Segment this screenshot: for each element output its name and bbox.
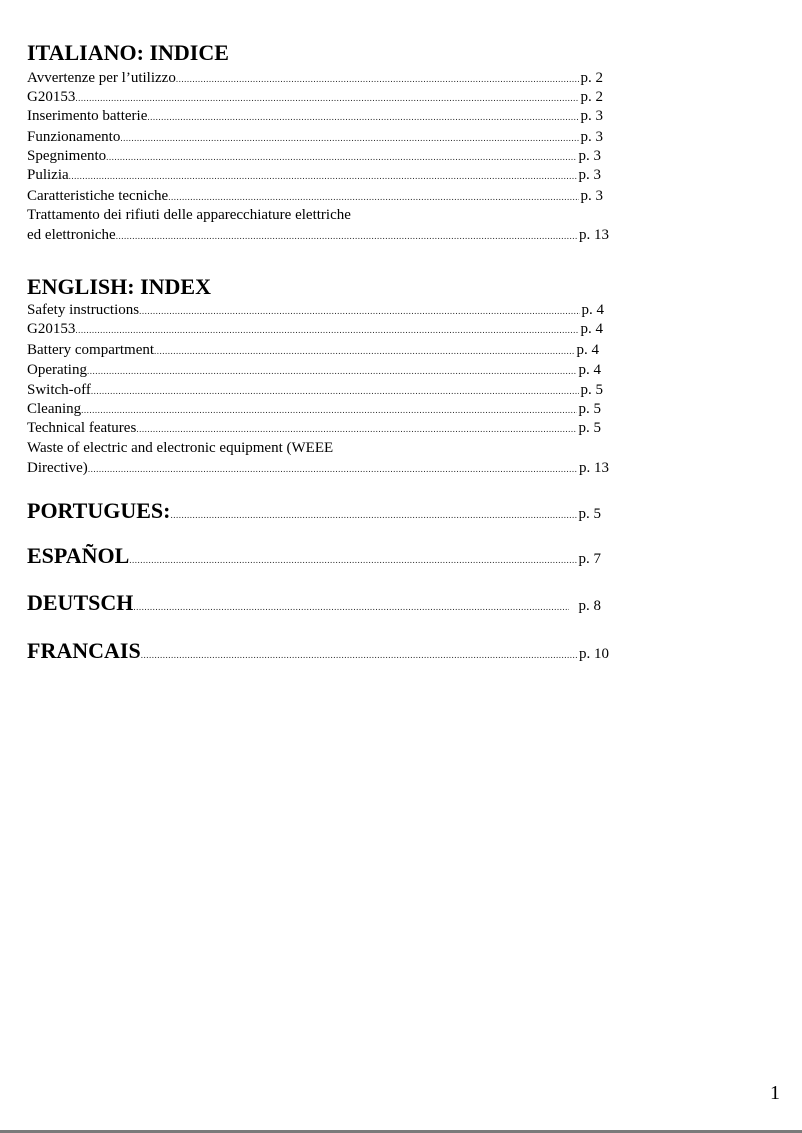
toc-entry-page: p. 4 bbox=[580, 321, 603, 337]
toc-entry-page: p. 3 bbox=[578, 167, 601, 183]
leader-dots bbox=[120, 128, 578, 148]
toc-entry[interactable] bbox=[27, 225, 609, 245]
leader-dots bbox=[81, 400, 576, 420]
toc-language-portugues[interactable] bbox=[27, 497, 601, 525]
toc-entry[interactable] bbox=[27, 360, 601, 380]
toc-entry[interactable] bbox=[27, 106, 603, 126]
toc-entry-label: G20153 bbox=[27, 89, 76, 105]
toc-entry-page: p. 5 bbox=[578, 420, 601, 436]
toc-entry-page: p. 13 bbox=[579, 227, 609, 243]
toc-language-page: p. 8 bbox=[578, 598, 601, 614]
leader-dots bbox=[88, 459, 577, 479]
toc-entry[interactable] bbox=[27, 319, 603, 339]
toc-entry-label: Cleaning bbox=[27, 401, 82, 417]
toc-entry-page: p. 5 bbox=[580, 382, 603, 398]
toc-entry-label: Spegnimento bbox=[27, 148, 107, 164]
toc-entry[interactable] bbox=[27, 399, 601, 419]
toc-entry[interactable] bbox=[27, 340, 599, 360]
toc-entry-label-line1: Waste of electric and electronic equipment (WEEE bbox=[27, 440, 334, 456]
toc-entry-page: p. 4 bbox=[576, 342, 599, 358]
toc-entry-label: Inserimento batterie bbox=[27, 108, 148, 124]
toc-language-label: PORTUGUES: bbox=[27, 498, 171, 523]
leader-dots bbox=[116, 226, 577, 246]
toc-language-espanol[interactable] bbox=[27, 542, 601, 570]
toc-entry-page: p. 5 bbox=[578, 401, 601, 417]
toc-entry[interactable] bbox=[27, 87, 603, 107]
leader-dots bbox=[176, 69, 579, 89]
toc-entry-label: Operating bbox=[27, 362, 87, 378]
leader-dots bbox=[69, 166, 577, 186]
toc-language-page: p. 10 bbox=[579, 646, 609, 662]
toc-entry-page: p. 3 bbox=[580, 129, 603, 145]
toc-entry-page: p. 4 bbox=[581, 302, 604, 318]
toc-entry-label: Directive) bbox=[27, 460, 88, 476]
toc-entry-page: p. 2 bbox=[580, 89, 603, 105]
leader-dots bbox=[154, 341, 574, 361]
toc-language-deutsch[interactable] bbox=[27, 589, 601, 617]
leader-dots bbox=[87, 361, 577, 381]
leader-dots bbox=[75, 88, 578, 108]
toc-entry-page: p. 3 bbox=[580, 188, 603, 204]
toc-entry-label: Safety instructions bbox=[27, 302, 140, 318]
toc-entry-label: Battery compartment bbox=[27, 342, 155, 358]
toc-language-francais[interactable] bbox=[27, 637, 609, 665]
leader-dots bbox=[91, 381, 579, 401]
toc-entry-page: p. 3 bbox=[578, 148, 601, 164]
toc-entry-label: Technical features bbox=[27, 420, 137, 436]
toc-entry-page: p. 2 bbox=[580, 70, 603, 86]
toc-entry-page: p. 13 bbox=[579, 460, 609, 476]
toc-entry[interactable] bbox=[27, 68, 603, 88]
leader-dots bbox=[147, 107, 578, 127]
toc-language-label: DEUTSCH bbox=[27, 590, 134, 615]
leader-dots bbox=[170, 510, 576, 520]
toc-entry-label-line1: Trattamento dei rifiuti delle apparecchiature elettriche bbox=[27, 207, 351, 223]
english-index-title: ENGLISH: INDEX bbox=[27, 274, 211, 299]
toc-entry-label: Avvertenze per l’utilizzo bbox=[27, 70, 176, 86]
toc-entry-label: ed elettroniche bbox=[27, 227, 116, 243]
leader-dots bbox=[136, 419, 576, 439]
toc-entry-label: G20153 bbox=[27, 321, 76, 337]
toc-entry[interactable] bbox=[27, 380, 603, 400]
leader-dots bbox=[133, 602, 568, 612]
toc-entry-page: p. 4 bbox=[578, 362, 601, 378]
toc-entry-label: Caratteristiche tecniche bbox=[27, 188, 169, 204]
toc-language-page: p. 5 bbox=[578, 506, 601, 522]
toc-entry-page: p. 3 bbox=[580, 108, 603, 124]
toc-entry-label: Pulizia bbox=[27, 167, 69, 183]
leader-dots bbox=[75, 320, 578, 340]
italiano-index-title: ITALIANO: INDICE bbox=[27, 40, 229, 65]
leader-dots bbox=[139, 301, 579, 321]
page-number: 1 bbox=[770, 1082, 780, 1104]
toc-language-label: ESPAÑOL bbox=[27, 543, 130, 568]
leader-dots bbox=[129, 555, 576, 565]
toc-entry[interactable] bbox=[27, 186, 603, 206]
leader-dots bbox=[141, 650, 577, 660]
toc-entry[interactable] bbox=[27, 458, 609, 478]
leader-dots bbox=[106, 147, 576, 167]
toc-entry[interactable] bbox=[27, 418, 601, 438]
toc-language-page: p. 7 bbox=[578, 551, 601, 567]
toc-entry[interactable] bbox=[27, 300, 604, 320]
toc-entry[interactable] bbox=[27, 146, 601, 166]
toc-entry[interactable] bbox=[27, 165, 601, 185]
toc-language-label: FRANCAIS bbox=[27, 638, 141, 663]
toc-entry[interactable] bbox=[27, 127, 603, 147]
toc-entry-label: Switch-off bbox=[27, 382, 91, 398]
leader-dots bbox=[168, 187, 578, 207]
toc-entry-label: Funzionamento bbox=[27, 129, 121, 145]
